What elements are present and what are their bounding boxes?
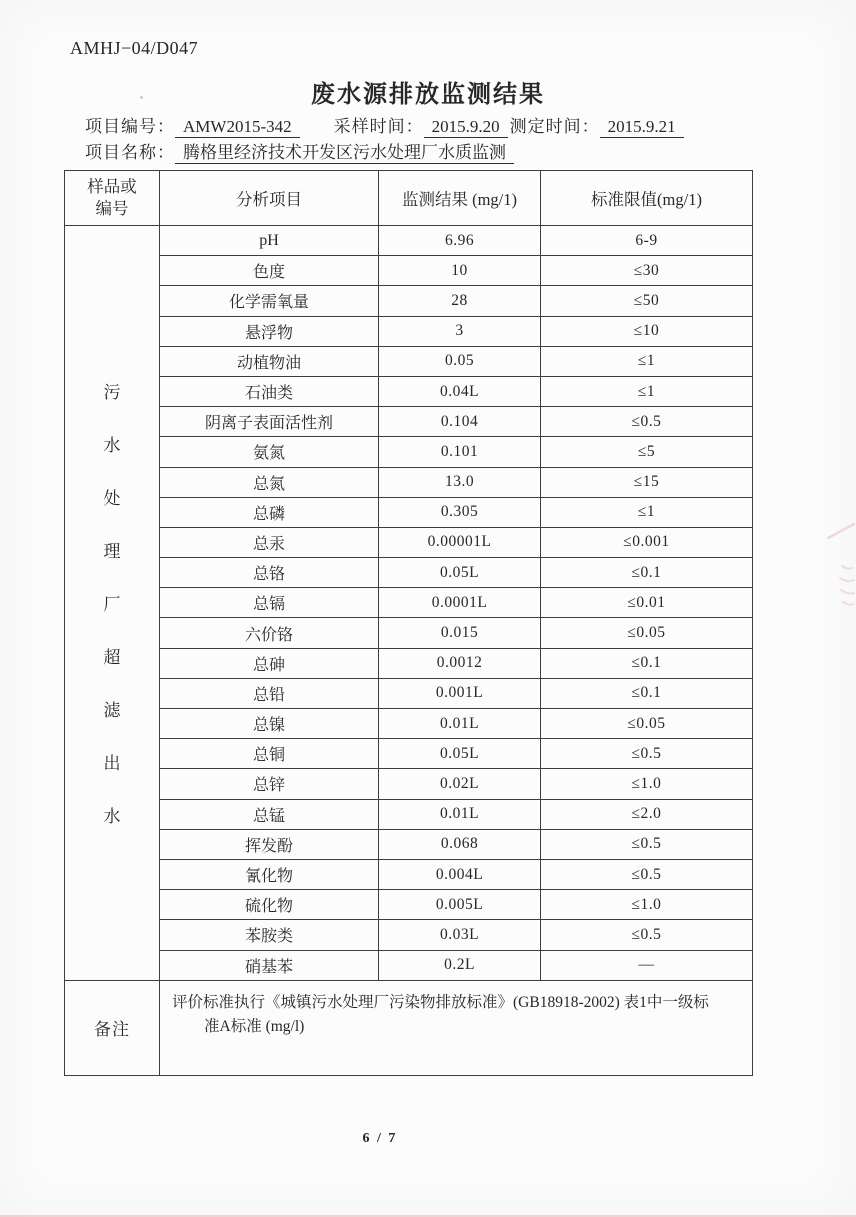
table-row: [65, 890, 753, 920]
table-row: [65, 829, 753, 859]
cell-limit: ≤0.05: [541, 618, 753, 648]
cell-analysis-item: 总锌: [160, 769, 379, 799]
cell-analysis-item: 六价铬: [160, 618, 379, 648]
remark-label: 备注: [65, 980, 160, 1075]
cell-limit: 6-9: [541, 226, 753, 256]
cell-result: 0.04L: [379, 376, 541, 406]
sampling-time-value: 2015.9.20: [424, 117, 508, 138]
stamp-fragment-icon: [798, 498, 856, 628]
remark-body: [160, 980, 753, 1075]
cell-result: 0.05L: [379, 558, 541, 588]
cell-analysis-item: 化学需氧量: [160, 286, 379, 316]
sample-name-char: 滤: [103, 701, 121, 721]
cell-analysis-item: 石油类: [160, 376, 379, 406]
sample-name-char: 处: [103, 489, 121, 509]
cell-result: 0.015: [379, 618, 541, 648]
col-header-limit: 标准限值(mg/1): [541, 171, 753, 226]
sample-name-char: 理: [103, 542, 121, 562]
table-row: [65, 709, 753, 739]
cell-limit: ≤0.01: [541, 588, 753, 618]
cell-analysis-item: 总镉: [160, 588, 379, 618]
sample-name-cell: [65, 226, 160, 981]
sample-name-char: 厂: [103, 595, 121, 615]
table-row: [65, 678, 753, 708]
cell-analysis-item: 悬浮物: [160, 316, 379, 346]
table-row: [65, 739, 753, 769]
table-row: [65, 467, 753, 497]
sample-name-char: 超: [103, 648, 121, 668]
table-row: [65, 226, 753, 256]
cell-limit: ≤50: [541, 286, 753, 316]
cell-limit: ≤10: [541, 316, 753, 346]
cell-limit: ≤0.05: [541, 709, 753, 739]
table-row: [65, 950, 753, 980]
project-no-label: 项目编号：: [85, 117, 175, 136]
table-row: [65, 648, 753, 678]
table-row: [65, 920, 753, 950]
cell-result: 0.001L: [379, 678, 541, 708]
table-row: [65, 618, 753, 648]
cell-limit: ≤0.5: [541, 407, 753, 437]
table-row: [65, 769, 753, 799]
cell-analysis-item: 总磷: [160, 497, 379, 527]
cell-limit: ≤1.0: [541, 890, 753, 920]
cell-limit: ≤0.001: [541, 527, 753, 557]
cell-result: 0.05L: [379, 739, 541, 769]
cell-limit: ≤0.5: [541, 829, 753, 859]
remark-line1: 评价标准执行《城镇污水处理厂污染物排放标准》(GB18918-2002) 表1中一级标: [172, 993, 709, 1011]
project-name-value: 腾格里经济技术开发区污水处理厂水质监测: [175, 143, 514, 164]
meta-fields: [85, 114, 805, 166]
cell-analysis-item: 氨氮: [160, 437, 379, 467]
cell-result: 0.104: [379, 407, 541, 437]
table-row: [65, 376, 753, 406]
cell-result: 0.2L: [379, 950, 541, 980]
cell-result: 28: [379, 286, 541, 316]
col-header-result: 监测结果 (mg/1): [379, 171, 541, 226]
col-header-item: 分析项目: [160, 171, 379, 226]
table-row: [65, 256, 753, 286]
table-row: [65, 497, 753, 527]
cell-result: 0.004L: [379, 859, 541, 889]
cell-analysis-item: 色度: [160, 256, 379, 286]
cell-result: 0.0012: [379, 648, 541, 678]
measure-time-value: 2015.9.21: [600, 117, 684, 138]
cell-limit: ≤1: [541, 376, 753, 406]
cell-result: 0.02L: [379, 769, 541, 799]
cell-result: 3: [379, 316, 541, 346]
cell-analysis-item: 总锰: [160, 799, 379, 829]
cell-limit: ≤0.1: [541, 678, 753, 708]
remark-line2: 准A标准 (mg/l): [204, 1017, 305, 1035]
table-row: [65, 588, 753, 618]
header-row: [65, 171, 753, 226]
cell-analysis-item: 总汞: [160, 527, 379, 557]
cell-limit: ≤0.1: [541, 648, 753, 678]
cell-result: 0.00001L: [379, 527, 541, 557]
cell-analysis-item: 总铬: [160, 558, 379, 588]
table-row: [65, 437, 753, 467]
cell-limit: ≤1: [541, 346, 753, 376]
table-row: [65, 346, 753, 376]
cell-analysis-item: 动植物油: [160, 346, 379, 376]
project-name-label: 项目名称：: [85, 143, 175, 162]
remark-row: [65, 980, 753, 1075]
col-header-sample: [65, 171, 160, 226]
cell-result: 0.068: [379, 829, 541, 859]
cell-result: 0.01L: [379, 709, 541, 739]
cell-analysis-item: 挥发酚: [160, 829, 379, 859]
cell-limit: ≤15: [541, 467, 753, 497]
page-number: 6 / 7: [362, 1131, 398, 1146]
cell-analysis-item: pH: [160, 226, 379, 256]
cell-result: 0.03L: [379, 920, 541, 950]
table-row: [65, 527, 753, 557]
cell-result: 0.05: [379, 346, 541, 376]
sample-name-char: 水: [103, 807, 121, 827]
page-title: 废水源排放监测结果: [311, 82, 545, 108]
measure-time-label: 测定时间：: [509, 117, 600, 136]
cell-analysis-item: 总镍: [160, 709, 379, 739]
cell-analysis-item: 阴离子表面活性剂: [160, 407, 379, 437]
cell-analysis-item: 总铜: [160, 739, 379, 769]
scan-speck: [140, 96, 143, 99]
cell-analysis-item: 硝基苯: [160, 950, 379, 980]
sample-name-vertical-text: [65, 378, 159, 827]
cell-limit: ≤0.5: [541, 739, 753, 769]
table-row: [65, 859, 753, 889]
col-header-sample-line1: 样品或: [87, 176, 137, 196]
cell-result: 0.01L: [379, 799, 541, 829]
sample-name-char: 水: [103, 436, 121, 456]
sampling-time-label: 采样时间：: [333, 117, 424, 136]
cell-result: 0.0001L: [379, 588, 541, 618]
cell-result: 0.101: [379, 437, 541, 467]
cell-limit: ≤1.0: [541, 769, 753, 799]
cell-limit: ≤0.1: [541, 558, 753, 588]
table-row: [65, 558, 753, 588]
cell-analysis-item: 硫化物: [160, 890, 379, 920]
sample-name-char: 出: [103, 754, 121, 774]
cell-result: 0.005L: [379, 890, 541, 920]
cell-limit: ≤5: [541, 437, 753, 467]
col-header-sample-line2: 编号: [95, 199, 129, 218]
cell-result: 10: [379, 256, 541, 286]
cell-limit: —: [541, 950, 753, 980]
cell-analysis-item: 氰化物: [160, 859, 379, 889]
cell-result: 0.305: [379, 497, 541, 527]
table-row: [65, 286, 753, 316]
doc-code: AMHJ−04/D047: [70, 38, 199, 58]
sample-name-char: 污: [103, 383, 121, 403]
cell-result: 13.0: [379, 467, 541, 497]
cell-limit: ≤2.0: [541, 799, 753, 829]
table-row: [65, 316, 753, 346]
project-no-value: AMW2015-342: [175, 117, 300, 138]
cell-limit: ≤1: [541, 497, 753, 527]
cell-analysis-item: 总砷: [160, 648, 379, 678]
meta-line-2: [85, 140, 805, 166]
cell-limit: ≤30: [541, 256, 753, 286]
results-table: [64, 170, 753, 1076]
meta-line-1: [85, 114, 805, 140]
cell-analysis-item: 总铅: [160, 678, 379, 708]
table-row: [65, 799, 753, 829]
cell-analysis-item: 苯胺类: [160, 920, 379, 950]
cell-analysis-item: 总氮: [160, 467, 379, 497]
table-row: [65, 407, 753, 437]
cell-limit: ≤0.5: [541, 859, 753, 889]
cell-result: 6.96: [379, 226, 541, 256]
cell-limit: ≤0.5: [541, 920, 753, 950]
